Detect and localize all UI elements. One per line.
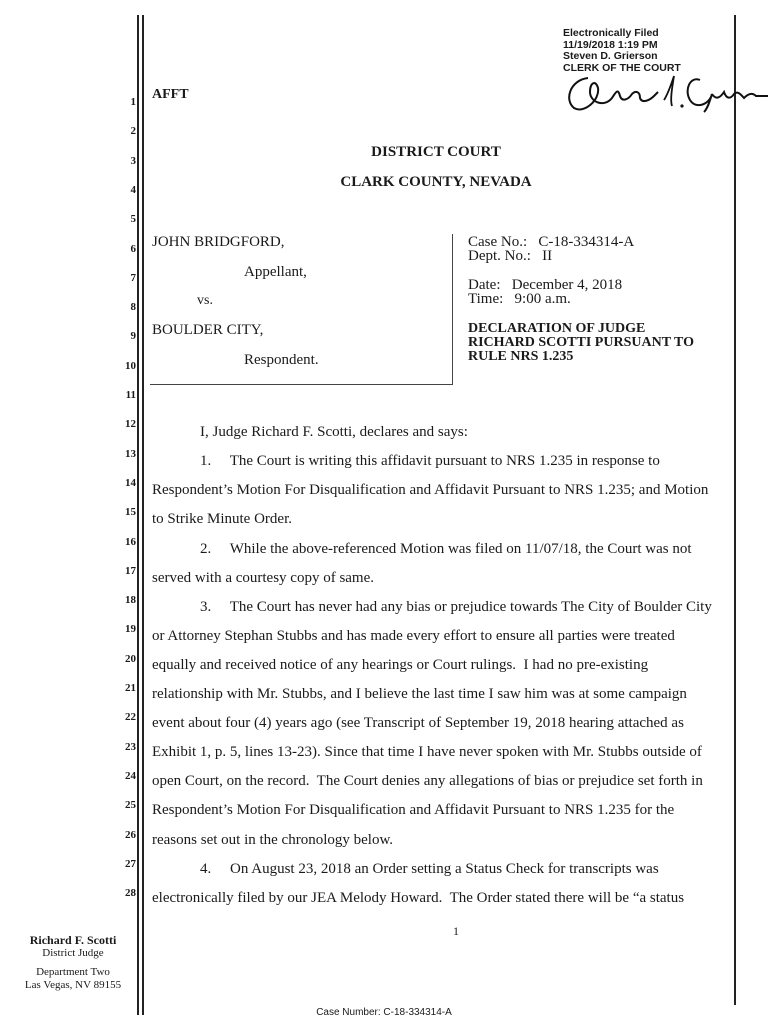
line-number: 17 bbox=[125, 564, 136, 577]
stamp-line-4: CLERK OF THE COURT bbox=[563, 62, 681, 75]
line-number: 14 bbox=[125, 476, 136, 489]
margin-rule-left-outer bbox=[137, 15, 139, 1015]
body-line: Exhibit 1, p. 5, lines 13-23). Since that time I have never spoken with Mr. Stubbs outside of bbox=[152, 744, 702, 760]
body-line: Respondent’s Motion For Disqualification and Affidavit Pursuant to NRS 1.235 for the bbox=[152, 802, 675, 818]
line-number: 15 bbox=[125, 506, 136, 519]
efiling-stamp bbox=[563, 28, 763, 75]
line-number: 26 bbox=[125, 828, 136, 841]
judge-city: Las Vegas, NV 89155 bbox=[24, 979, 122, 991]
line-number: 6 bbox=[130, 242, 136, 255]
body-line: to Strike Minute Order. bbox=[152, 511, 292, 527]
court-name: DISTRICT COURT bbox=[371, 144, 501, 160]
body-line: or Attorney Stephan Stubbs and has made every effort to ensure all parties were treated bbox=[152, 628, 675, 644]
body-line: 2. While the above-referenced Motion was filed on 11/07/18, the Court was not bbox=[200, 541, 692, 557]
line-number: 28 bbox=[125, 887, 136, 900]
body-line: electronically filed by our JEA Melody Howard. The Order stated there will be “a status bbox=[152, 890, 685, 906]
line-number: 22 bbox=[125, 711, 136, 724]
line-number: 4 bbox=[130, 183, 136, 196]
case-number: Case No.: C-18-334314-A bbox=[468, 234, 635, 250]
body-line: event about four (4) years ago (see Transcript of September 19, 2018 hearing attached as bbox=[152, 715, 684, 731]
document-title-line-1: DECLARATION OF JUDGE bbox=[468, 321, 646, 336]
line-number: 18 bbox=[125, 594, 136, 607]
body-line: 4. On August 23, 2018 an Order setting a Status Check for transcripts was bbox=[200, 861, 659, 877]
body-line: Respondent’s Motion For Disqualification and Affidavit Pursuant to NRS 1.235; and Motion bbox=[152, 482, 709, 498]
case-number-footer: Case Number: C-18-334314-A bbox=[316, 1007, 452, 1018]
respondent-role: Respondent. bbox=[244, 352, 319, 368]
document-title-line-3: RULE NRS 1.235 bbox=[468, 349, 574, 364]
body-line: I, Judge Richard F. Scotti, declares and says: bbox=[200, 424, 468, 440]
department-number: Dept. No.: II bbox=[468, 248, 553, 264]
body-line: 1. The Court is writing this affidavit pursuant to NRS 1.235 in response to bbox=[200, 453, 660, 469]
line-number: 24 bbox=[125, 769, 136, 782]
body-line: open Court, on the record. The Court denies any allegations of bias or prejudice set forth in bbox=[152, 773, 703, 789]
judge-title: District Judge bbox=[42, 947, 104, 959]
stamp-line-1: Electronically Filed bbox=[563, 27, 659, 39]
respondent-name: BOULDER CITY, bbox=[152, 322, 264, 338]
body-line: relationship with Mr. Stubbs, and I believe the last time I saw him was at some campaign bbox=[152, 686, 687, 702]
stamp-line-2: 11/19/2018 1:19 PM bbox=[563, 38, 658, 51]
line-number: 7 bbox=[130, 271, 136, 284]
body-line: reasons set out in the chronology below. bbox=[152, 832, 394, 848]
line-number: 10 bbox=[125, 359, 136, 372]
document-code: AFFT bbox=[152, 87, 189, 102]
line-number: 19 bbox=[125, 623, 136, 636]
margin-rule-right bbox=[734, 15, 736, 1005]
document-title-line-2: RICHARD SCOTTI PURSUANT TO bbox=[468, 335, 694, 350]
page-number: 1 bbox=[453, 924, 459, 938]
line-number: 12 bbox=[125, 418, 136, 431]
judge-department: Department Two bbox=[36, 966, 110, 978]
line-number: 5 bbox=[130, 213, 136, 226]
line-number: 25 bbox=[125, 799, 136, 812]
line-number: 23 bbox=[125, 740, 136, 753]
line-number: 8 bbox=[130, 301, 136, 314]
line-number: 11 bbox=[125, 389, 136, 401]
line-number: 1 bbox=[130, 96, 136, 108]
body-line: equally and received notice of any hearings or Court rulings. I had no pre-existing bbox=[152, 657, 649, 673]
appellant-role: Appellant, bbox=[244, 264, 307, 280]
judge-name: Richard F. Scotti bbox=[29, 933, 117, 947]
margin-rule-left-inner bbox=[142, 15, 144, 1015]
line-number: 21 bbox=[125, 682, 136, 694]
line-number: 16 bbox=[125, 535, 136, 548]
versus: vs. bbox=[197, 293, 213, 308]
line-number: 13 bbox=[125, 447, 136, 460]
line-number: 3 bbox=[130, 154, 136, 167]
line-number: 2 bbox=[130, 125, 136, 138]
judge-block bbox=[14, 934, 132, 992]
line-number: 20 bbox=[125, 652, 136, 665]
clerk-signature bbox=[560, 70, 768, 118]
stamp-line-3: Steven D. Grierson bbox=[563, 50, 658, 63]
hearing-time: Time: 9:00 a.m. bbox=[468, 291, 571, 307]
court-county: CLARK COUNTY, NEVADA bbox=[340, 174, 532, 190]
body-line: served with a courtesy copy of same. bbox=[152, 570, 375, 586]
line-number: 9 bbox=[130, 330, 136, 343]
hearing-date: Date: December 4, 2018 bbox=[468, 277, 623, 293]
line-number: 27 bbox=[125, 857, 136, 870]
body-line: 3. The Court has never had any bias or prejudice towards The City of Boulder City bbox=[200, 599, 712, 615]
appellant-name: JOHN BRIDGFORD, bbox=[152, 234, 285, 250]
